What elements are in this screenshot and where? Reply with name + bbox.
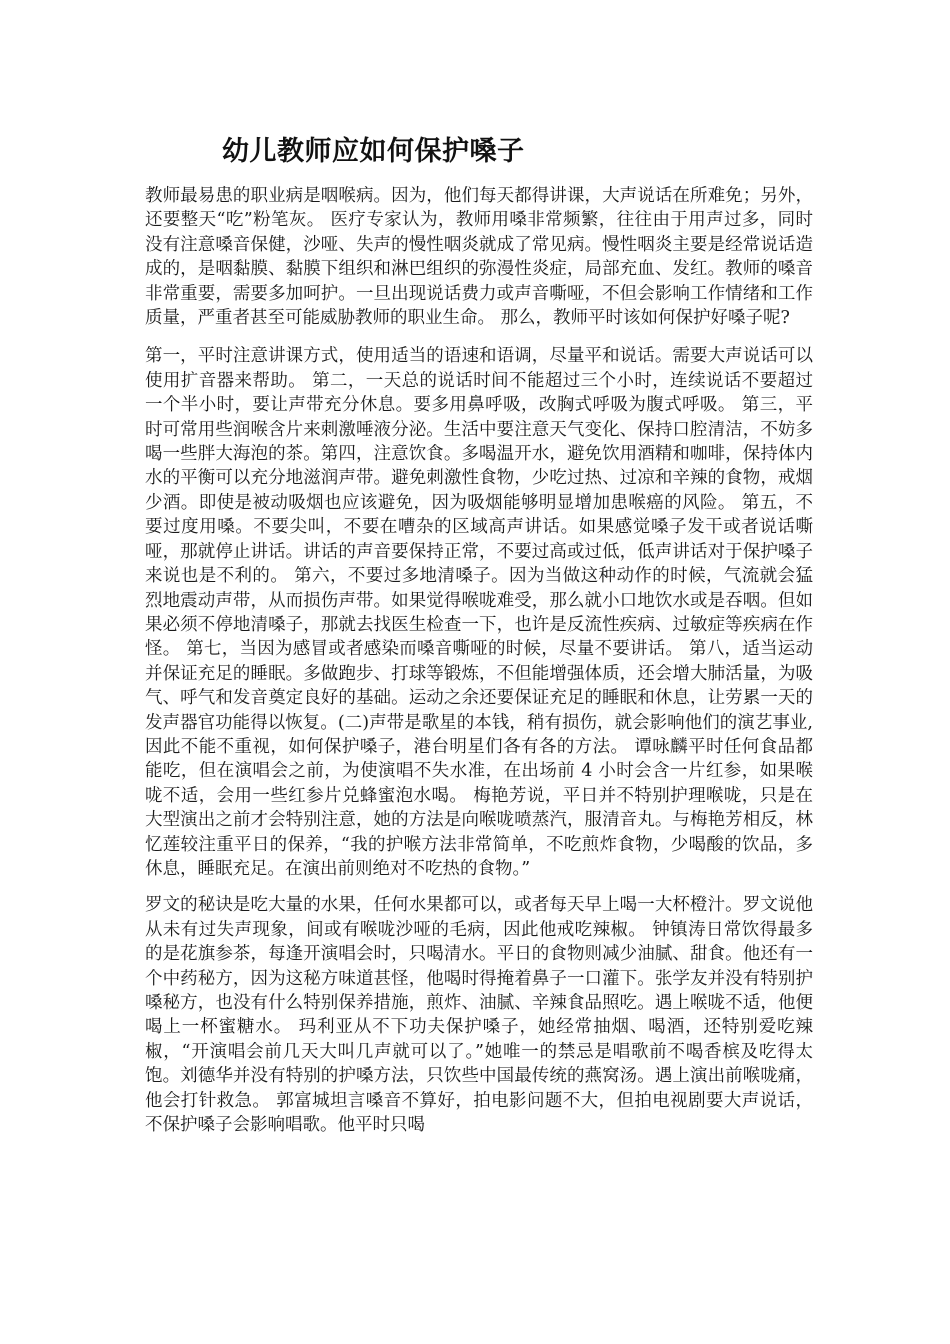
paragraph-tips: 第一，平时注意讲课方式，使用适当的语速和语调，尽量平和说话。需要大声说话可以使用扩音器来帮助。 第二，一天总的说话时间不能超过三个小时，连续说话不要超过一个半小时，要让声带充分休息。要多用鼻呼吸，改胸式呼吸为腹式呼吸。 第三，平时可常用些润喉含片来刺激唾液分泌。生活中要注意天气变化、保持口腔清洁，不妨多喝一些胖大海泡的茶。第四，注意饮食。多喝温开水，避免饮用酒精和咖啡，保持体内水的平衡可以充分地滋润声带。避免刺激性食物，少吃过热、过凉和辛辣的食物，戒烟少酒。即使是被动吸烟也应该避免，因为吸烟能够明显增加患喉癌的风险。 第五，不要过度用嗓。不要尖叫，不要在嘈杂的区域高声讲话。如果感觉嗓子发干或者说话嘶哑，那就停止讲话。讲话的声音要保持正常，不要过高或过低，低声讲话对于保护嗓子来说也是不利的。 第六，不要过多地清嗓子。因为当做这种动作的时候，气流就会猛烈地震动声带，从而损伤声带。如果觉得喉咙难受，那么就小口地饮水或是吞咽。但如果必须不停地清嗓子，那就去找医生检查一下，也许是反流性疾病、过敏症等疾病在作怪。 第七，当因为感冒或者感染而嗓音嘶哑的时候，尽量不要讲话。 第八，适当运动并保证充足的睡眠。多做跑步、打球等锻炼，不但能增强体质，还会增大肺活量，为吸气、呼气和发音奠定良好的基础。运动之余还要保证充足的睡眠和休息，让劳累一天的发声器官功能得以恢复。(二)声带是歌星的本钱，稍有损伤，就会影响他们的演艺事业,因此不能不重视，如何保护嗓子，港台明星们各有各的方法。 谭咏麟平时任何食品都能吃，但在演唱会之前，为使演唱不失水准，在出场前 4 小时会含一片红参，如果喉咙不适，会用一些红参片兑蜂蜜泡水喝。 梅艳芳说，平日并不特别护理喉咙，只是在大型演出之前才会特别注意，她的方法是向喉咙喷蒸汽，服清音丸。与梅艳芳相反，林忆莲较注重平日的保养，“我的护喉方法非常简单，不吃煎炸食物，少喝酸的饮品，多休息，睡眠充足。在演出前则绝对不吃热的食物。” [145, 346, 813, 879]
document-title: 幼儿教师应如何保护嗓子 [222, 136, 525, 167]
document-body [145, 184, 813, 1137]
paragraph-singers: 罗文的秘诀是吃大量的水果，任何水果都可以，或者每天早上喝一大杯橙汁。罗文说他从未有过失声现象，间或有喉咙沙哑的毛病，因此他戒吃辣椒。 钟镇涛日常饮得最多的是花旗参茶，每逢开演唱会时，只喝清水。平日的食物则减少油腻、甜食。他还有一个中药秘方，因为这秘方味道甚怪，他喝时得掩着鼻子一口灌下。张学友并没有特别护嗓秘方，也没有什么特别保养措施，煎炸、油腻、辛辣食品照吃。遇上喉咙不适，他便喝上一杯蜜糖水。 玛利亚从不下功夫保护嗓子，她经常抽烟、喝酒，还特别爱吃辣椒，“开演唱会前几天大叫几声就可以了。”她唯一的禁忌是唱歌前不喝香槟及吃得太饱。刘德华并没有特别的护嗓方法，只饮些中国最传统的燕窝汤。遇上演出前喉咙痛，他会打针救急。 郭富城坦言嗓音不算好，拍电影问题不大，但拍电视剧要大声说话，不保护嗓子会影响唱歌。他平时只喝 [145, 895, 813, 1136]
paragraph-intro: 教师最易患的职业病是咽喉病。因为，他们每天都得讲课，大声说话在所难免；另外，还要整天“吃”粉笔灰。 医疗专家认为，教师用嗓非常频繁，往往由于用声过多，同时没有注意嗓音保健，沙哑、失声的慢性咽炎就成了常见病。慢性咽炎主要是经常说话造成的，是咽黏膜、黏膜下组织和淋巴组织的弥漫性炎症，局部充血、发红。教师的嗓音非常重要，需要多加呵护。一旦出现说话费力或声音嘶哑，不但会影响工作情绪和工作质量，严重者甚至可能威胁教师的职业生命。 那么，教师平时该如何保护好嗓子呢? [145, 186, 813, 329]
